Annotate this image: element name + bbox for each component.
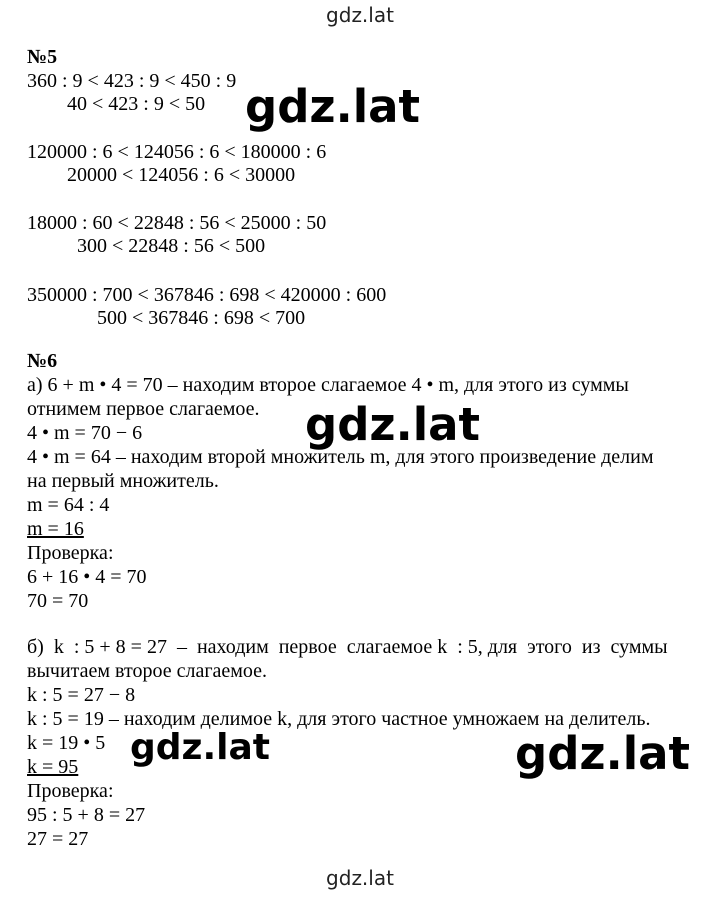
- task6-a-line: m = 64 : 4: [27, 494, 110, 516]
- task5-title: №5: [27, 46, 58, 68]
- task6-a-line: 6 + 16 • 4 = 70: [27, 566, 147, 588]
- task6-b-answer: k = 95: [27, 756, 79, 778]
- task6-b-line: k = 19 • 5: [27, 732, 106, 754]
- task6-title: №6: [27, 350, 58, 372]
- task6-a-line: 4 • m = 64 – находим второй множитель m, для этого произведение делим: [27, 446, 654, 468]
- task5-line: 350000 : 700 < 367846 : 698 < 420000 : 600: [27, 284, 387, 306]
- task6-a-line: а) 6 + m • 4 = 70 – находим второе слагаемое 4 • m, для этого из суммы: [27, 374, 629, 396]
- watermark: gdz.lat: [305, 398, 481, 451]
- task5-line: 300 < 22848 : 56 < 500: [27, 235, 266, 257]
- task6-b-line: k : 5 = 19 – находим делимое k, для этого частное умножаем на делитель.: [27, 708, 651, 730]
- task5-line: 500 < 367846 : 698 < 700: [27, 307, 306, 329]
- watermark: gdz.lat: [515, 727, 691, 780]
- task5-line: 20000 < 124056 : 6 < 30000: [27, 164, 296, 186]
- task6-a-line: 4 • m = 70 − 6: [27, 422, 143, 444]
- task6-b-line: k : 5 = 27 − 8: [27, 684, 136, 706]
- task5-line: 360 : 9 < 423 : 9 < 450 : 9: [27, 70, 237, 92]
- task5-line: 18000 : 60 < 22848 : 56 < 25000 : 50: [27, 212, 327, 234]
- task5-line: 120000 : 6 < 124056 : 6 < 180000 : 6: [27, 141, 327, 163]
- watermark: gdz.lat: [130, 727, 271, 768]
- footer-site-label: gdz.lat: [326, 866, 394, 890]
- task6-b-line: вычитаем второе слагаемое.: [27, 660, 268, 682]
- task5-line: 40 < 423 : 9 < 50: [27, 93, 206, 115]
- task6-b-line: 95 : 5 + 8 = 27: [27, 804, 146, 826]
- task6-a-line: Проверка:: [27, 542, 114, 564]
- task6-a-answer: m = 16: [27, 518, 84, 540]
- task6-a-line: 70 = 70: [27, 590, 89, 612]
- header-site-label: gdz.lat: [326, 3, 394, 27]
- task6-b-line: Проверка:: [27, 780, 114, 802]
- task6-a-line: отнимем первое слагаемое.: [27, 398, 260, 420]
- task6-a-line: на первый множитель.: [27, 470, 219, 492]
- task6-b-line: 27 = 27: [27, 828, 89, 850]
- watermark: gdz.lat: [245, 80, 421, 133]
- task6-b-line: б) k : 5 + 8 = 27 – находим первое слагаемое k : 5, для этого из суммы: [27, 636, 668, 658]
